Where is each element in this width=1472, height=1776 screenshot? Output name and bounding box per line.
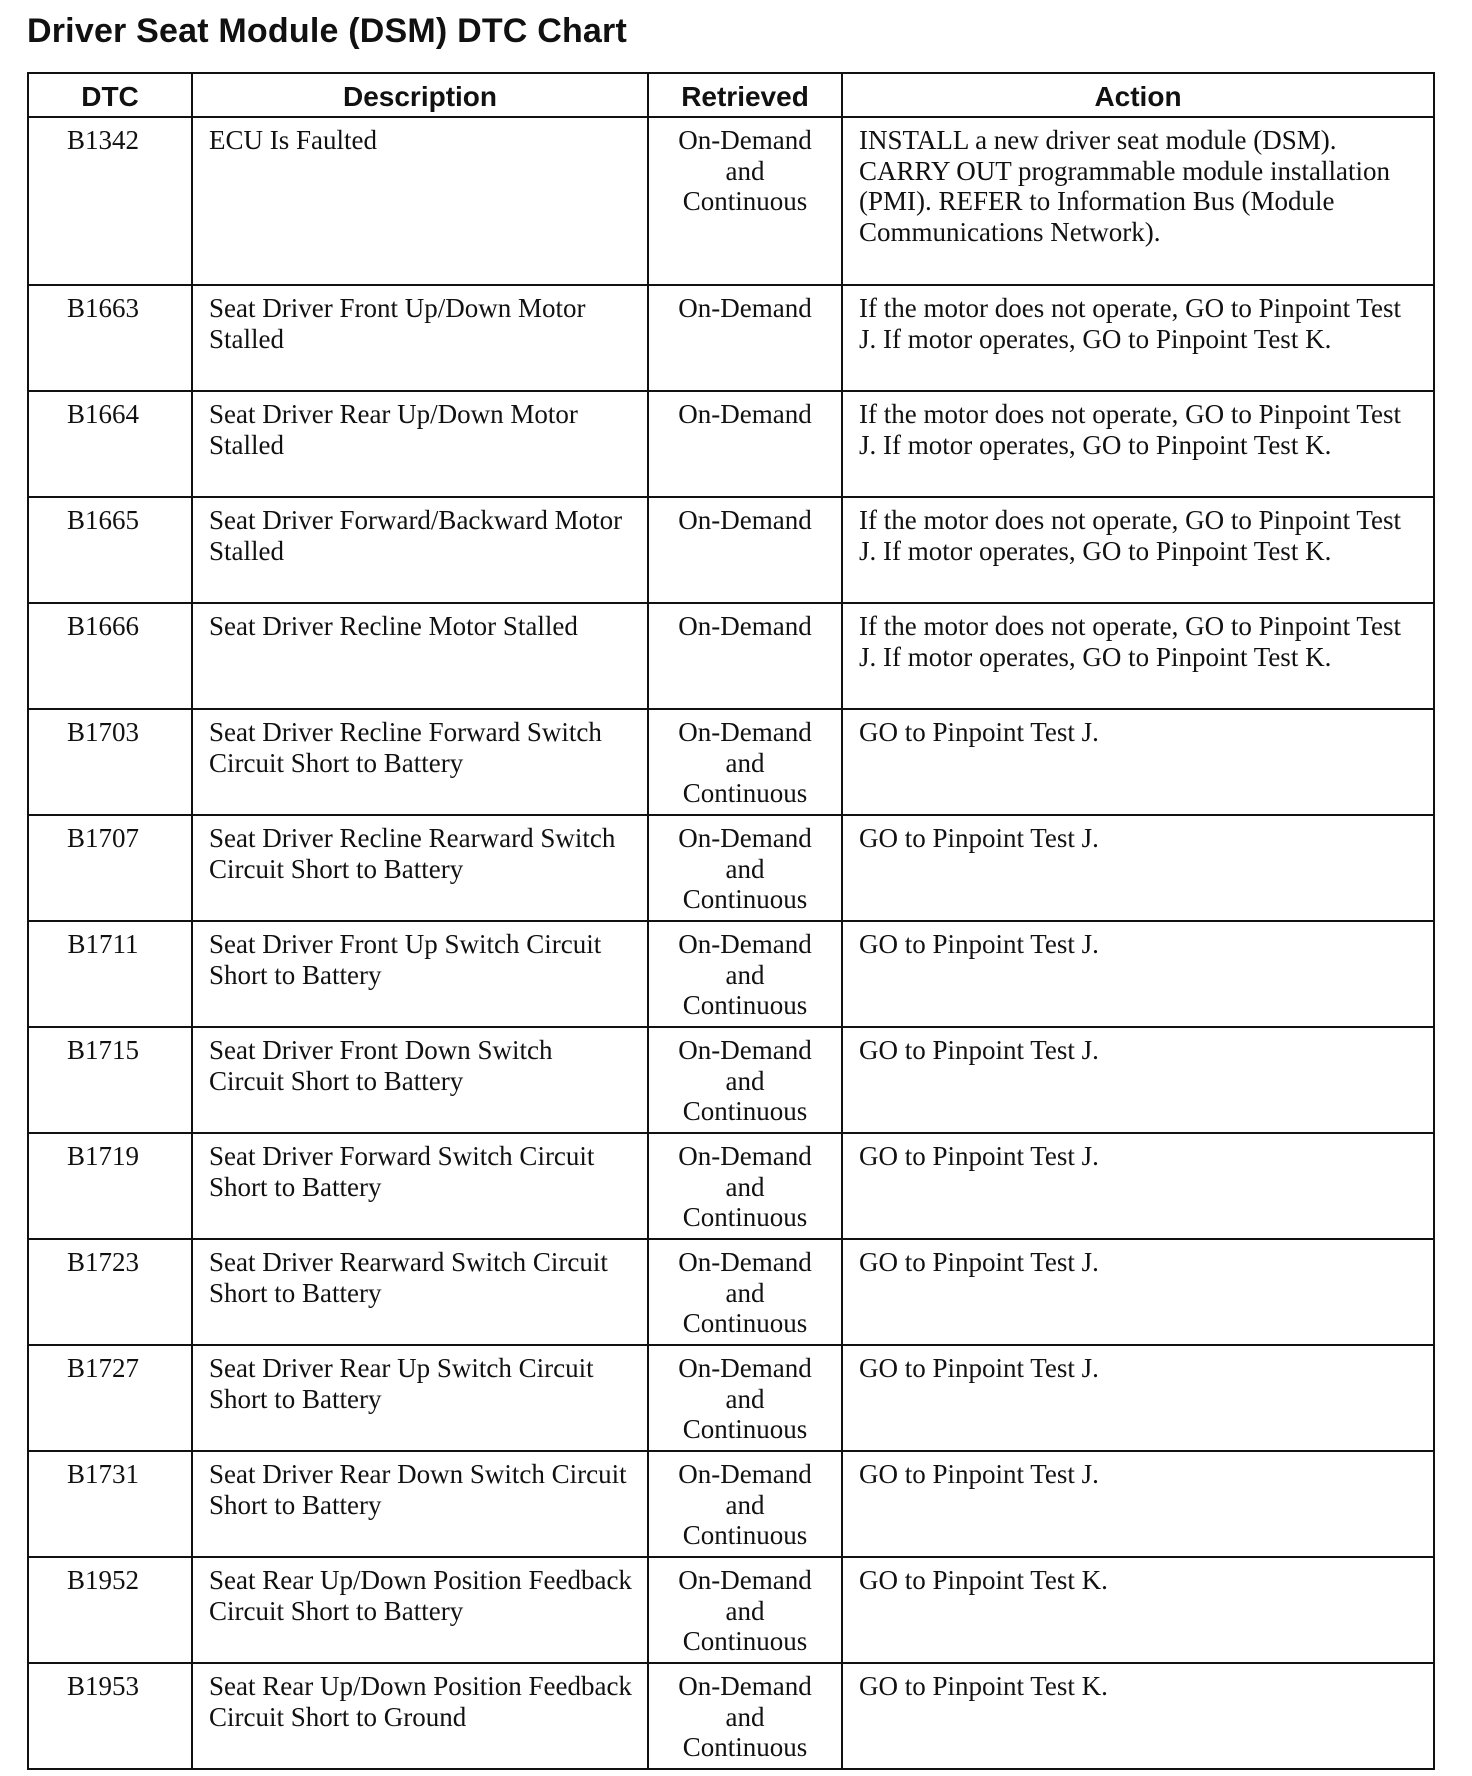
dtc-action: GO to Pinpoint Test J. bbox=[842, 1239, 1434, 1345]
dtc-description: Seat Driver Forward/Backward Motor Stalled bbox=[192, 497, 648, 603]
dtc-code: B1707 bbox=[28, 815, 192, 921]
dtc-action: GO to Pinpoint Test J. bbox=[842, 709, 1434, 815]
dtc-description: Seat Driver Front Up Switch Circuit Short to Battery bbox=[192, 921, 648, 1027]
dtc-description: Seat Driver Front Down Switch Circuit Short to Battery bbox=[192, 1027, 648, 1133]
dtc-retrieved: On-Demand and Continuous bbox=[648, 921, 842, 1027]
table-row bbox=[28, 1451, 1434, 1557]
column-header-dtc: DTC bbox=[28, 73, 192, 117]
dtc-description: Seat Driver Rear Up Switch Circuit Short to Battery bbox=[192, 1345, 648, 1451]
dtc-retrieved: On-Demand and Continuous bbox=[648, 1239, 842, 1345]
dtc-retrieved: On-Demand and Continuous bbox=[648, 1663, 842, 1769]
column-header-action: Action bbox=[842, 73, 1434, 117]
table-row bbox=[28, 117, 1434, 285]
dtc-code: B1952 bbox=[28, 1557, 192, 1663]
table-row bbox=[28, 1663, 1434, 1769]
dtc-description: Seat Rear Up/Down Position Feedback Circuit Short to Ground bbox=[192, 1663, 648, 1769]
dtc-action: If the motor does not operate, GO to Pinpoint Test J. If motor operates, GO to Pinpoint Test K. bbox=[842, 603, 1434, 709]
dtc-retrieved: On-Demand bbox=[648, 285, 842, 391]
dtc-description: ECU Is Faulted bbox=[192, 117, 648, 285]
dtc-description: Seat Driver Rearward Switch Circuit Short to Battery bbox=[192, 1239, 648, 1345]
table-row bbox=[28, 391, 1434, 497]
dtc-code: B1666 bbox=[28, 603, 192, 709]
dtc-code: B1719 bbox=[28, 1133, 192, 1239]
table-row bbox=[28, 603, 1434, 709]
dtc-retrieved: On-Demand and Continuous bbox=[648, 1133, 842, 1239]
dtc-retrieved: On-Demand and Continuous bbox=[648, 1451, 842, 1557]
table-row bbox=[28, 921, 1434, 1027]
table-row bbox=[28, 1133, 1434, 1239]
dtc-retrieved: On-Demand and Continuous bbox=[648, 117, 842, 285]
dtc-description: Seat Driver Recline Motor Stalled bbox=[192, 603, 648, 709]
dtc-action: GO to Pinpoint Test J. bbox=[842, 1451, 1434, 1557]
dtc-code: B1711 bbox=[28, 921, 192, 1027]
page-title: Driver Seat Module (DSM) DTC Chart bbox=[27, 12, 627, 50]
column-header-retrieved: Retrieved bbox=[648, 73, 842, 117]
dtc-retrieved: On-Demand and Continuous bbox=[648, 1027, 842, 1133]
table-row bbox=[28, 1557, 1434, 1663]
dtc-retrieved: On-Demand and Continuous bbox=[648, 815, 842, 921]
dtc-action: GO to Pinpoint Test K. bbox=[842, 1557, 1434, 1663]
dtc-code: B1731 bbox=[28, 1451, 192, 1557]
dtc-retrieved: On-Demand bbox=[648, 497, 842, 603]
dtc-table bbox=[27, 72, 1435, 1770]
dtc-action: GO to Pinpoint Test J. bbox=[842, 815, 1434, 921]
dtc-description: Seat Driver Forward Switch Circuit Short to Battery bbox=[192, 1133, 648, 1239]
dtc-retrieved: On-Demand and Continuous bbox=[648, 1557, 842, 1663]
dtc-code: B1342 bbox=[28, 117, 192, 285]
dtc-code: B1703 bbox=[28, 709, 192, 815]
column-header-description: Description bbox=[192, 73, 648, 117]
table-row bbox=[28, 815, 1434, 921]
dtc-description: Seat Rear Up/Down Position Feedback Circuit Short to Battery bbox=[192, 1557, 648, 1663]
dtc-description: Seat Driver Rear Down Switch Circuit Short to Battery bbox=[192, 1451, 648, 1557]
table-row bbox=[28, 285, 1434, 391]
dtc-action: INSTALL a new driver seat module (DSM). CARRY OUT programmable module installation (PMI). REFER to Information Bus (Module Communications Network). bbox=[842, 117, 1434, 285]
dtc-retrieved: On-Demand bbox=[648, 391, 842, 497]
table-row bbox=[28, 709, 1434, 815]
dtc-code: B1663 bbox=[28, 285, 192, 391]
table-row bbox=[28, 1345, 1434, 1451]
dtc-retrieved: On-Demand and Continuous bbox=[648, 709, 842, 815]
dtc-description: Seat Driver Recline Forward Switch Circuit Short to Battery bbox=[192, 709, 648, 815]
dtc-code: B1953 bbox=[28, 1663, 192, 1769]
dtc-action: GO to Pinpoint Test K. bbox=[842, 1663, 1434, 1769]
table-header-row bbox=[28, 73, 1434, 117]
dtc-code: B1665 bbox=[28, 497, 192, 603]
dtc-action: If the motor does not operate, GO to Pinpoint Test J. If motor operates, GO to Pinpoint Test K. bbox=[842, 391, 1434, 497]
table-row bbox=[28, 1027, 1434, 1133]
dtc-code: B1664 bbox=[28, 391, 192, 497]
dtc-action: If the motor does not operate, GO to Pinpoint Test J. If motor operates, GO to Pinpoint Test K. bbox=[842, 497, 1434, 603]
dtc-code: B1715 bbox=[28, 1027, 192, 1133]
dtc-description: Seat Driver Front Up/Down Motor Stalled bbox=[192, 285, 648, 391]
dtc-action: GO to Pinpoint Test J. bbox=[842, 1133, 1434, 1239]
dtc-code: B1727 bbox=[28, 1345, 192, 1451]
dtc-action: If the motor does not operate, GO to Pinpoint Test J. If motor operates, GO to Pinpoint Test K. bbox=[842, 285, 1434, 391]
dtc-retrieved: On-Demand bbox=[648, 603, 842, 709]
dtc-description: Seat Driver Recline Rearward Switch Circuit Short to Battery bbox=[192, 815, 648, 921]
dtc-description: Seat Driver Rear Up/Down Motor Stalled bbox=[192, 391, 648, 497]
dtc-action: GO to Pinpoint Test J. bbox=[842, 921, 1434, 1027]
dtc-retrieved: On-Demand and Continuous bbox=[648, 1345, 842, 1451]
dtc-action: GO to Pinpoint Test J. bbox=[842, 1027, 1434, 1133]
table-row bbox=[28, 497, 1434, 603]
dtc-code: B1723 bbox=[28, 1239, 192, 1345]
table-row bbox=[28, 1239, 1434, 1345]
dtc-action: GO to Pinpoint Test J. bbox=[842, 1345, 1434, 1451]
